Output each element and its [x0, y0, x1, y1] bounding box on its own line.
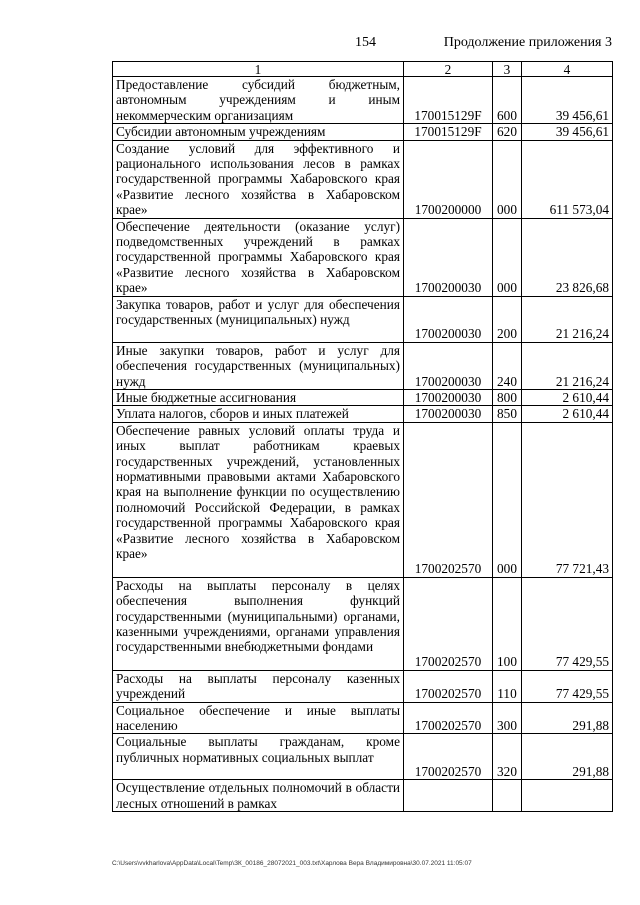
- row-amount-cell: 2 610,44: [522, 406, 613, 422]
- column-header-1: 1: [113, 62, 404, 77]
- column-header-4: 4: [522, 62, 613, 77]
- row-name-cell: Расходы на выплаты персоналу в целях обеспечения выполнения функций государственными (муниципальными) органами, казенными учреждениями, органами управления государственными внебюджетными фондами: [113, 577, 404, 670]
- row-code-cell: 1700202570: [404, 577, 493, 670]
- row-name-cell: Осуществление отдельных полномочий в области лесных отношений в рамках: [113, 780, 404, 812]
- row-vr-cell: 000: [493, 422, 522, 577]
- row-code-cell: 1700200030: [404, 218, 493, 296]
- table-row: [113, 342, 613, 389]
- table-row: [113, 577, 613, 670]
- row-amount-cell: 291,88: [522, 702, 613, 734]
- row-vr-cell: 000: [493, 218, 522, 296]
- row-name-cell: Социальные выплаты гражданам, кроме публичных нормативных социальных выплат: [113, 734, 404, 780]
- row-code-cell: 1700202570: [404, 670, 493, 702]
- table-row: [113, 218, 613, 296]
- row-amount-cell: 23 826,68: [522, 218, 613, 296]
- row-name-cell: Создание условий для эффективного и рационального использования лесов в рамках государственной программы Хабаровского края «Развитие лесного хозяйства в Хабаровском крае»: [113, 140, 404, 218]
- table-row: [113, 670, 613, 702]
- budget-table-body: [113, 62, 613, 812]
- row-name-cell: Уплата налогов, сборов и иных платежей: [113, 406, 404, 422]
- table-row: [113, 780, 613, 812]
- row-amount-cell: 77 429,55: [522, 670, 613, 702]
- table-row: [113, 124, 613, 140]
- page-number: 154: [355, 35, 376, 50]
- row-code-cell: 1700202570: [404, 702, 493, 734]
- table-row: [113, 77, 613, 124]
- row-vr-cell: [493, 780, 522, 812]
- row-name-cell: Обеспечение деятельности (оказание услуг) подведомственных учреждений в рамках государственной программы Хабаровского края «Развитие лесного хозяйства в Хабаровском крае»: [113, 218, 404, 296]
- column-header-2: 2: [404, 62, 493, 77]
- row-name-cell: Иные бюджетные ассигнования: [113, 389, 404, 405]
- row-vr-cell: 600: [493, 77, 522, 124]
- row-code-cell: 1700202570: [404, 734, 493, 780]
- table-row: [113, 702, 613, 734]
- file-path-footer: C:\Users\vvkharlova\AppData\Local\Temp\ЗК_00186_28072021_003.txt\Харлова Вера Владимировна\30.07.2021 11:05:07: [112, 860, 472, 867]
- row-code-cell: 1700200030: [404, 389, 493, 405]
- row-vr-cell: 800: [493, 389, 522, 405]
- row-vr-cell: 320: [493, 734, 522, 780]
- row-vr-cell: 300: [493, 702, 522, 734]
- row-vr-cell: 100: [493, 577, 522, 670]
- row-vr-cell: 240: [493, 342, 522, 389]
- table-row: [113, 140, 613, 218]
- table-row: [113, 389, 613, 405]
- row-code-cell: 1700200030: [404, 342, 493, 389]
- row-amount-cell: 39 456,61: [522, 77, 613, 124]
- row-name-cell: Социальное обеспечение и иные выплаты населению: [113, 702, 404, 734]
- row-code-cell: 170015129F: [404, 124, 493, 140]
- row-vr-cell: 620: [493, 124, 522, 140]
- table-row: [113, 296, 613, 342]
- row-name-cell: Закупка товаров, работ и услуг для обеспечения государственных (муниципальных) нужд: [113, 296, 404, 342]
- row-name-cell: Предоставление субсидий бюджетным, автономным учреждениям и иным некоммерческим организациям: [113, 77, 404, 124]
- column-number-row: [113, 62, 613, 77]
- row-amount-cell: 77 721,43: [522, 422, 613, 577]
- row-amount-cell: 77 429,55: [522, 577, 613, 670]
- row-name-cell: Обеспечение равных условий оплаты труда и иных выплат работникам краевых государственных учреждений, установленных нормативными правовыми актами Хабаровского края на выполнение функции по осуществлению полномочий Российской Федерации, в рамках государственной программы Хабаровского края «Развитие лесного хозяйства в Хабаровском крае»: [113, 422, 404, 577]
- row-code-cell: 1700200030: [404, 406, 493, 422]
- row-code-cell: 170015129F: [404, 77, 493, 124]
- row-amount-cell: 21 216,24: [522, 342, 613, 389]
- row-name-cell: Субсидии автономным учреждениям: [113, 124, 404, 140]
- page-header: [112, 35, 612, 55]
- row-amount-cell: [522, 780, 613, 812]
- row-amount-cell: 611 573,04: [522, 140, 613, 218]
- appendix-continuation-label: Продолжение приложения 3: [443, 35, 612, 50]
- column-header-3: 3: [493, 62, 522, 77]
- row-amount-cell: 21 216,24: [522, 296, 613, 342]
- row-code-cell: 1700200000: [404, 140, 493, 218]
- row-code-cell: [404, 780, 493, 812]
- row-vr-cell: 110: [493, 670, 522, 702]
- row-name-cell: Расходы на выплаты персоналу казенных учреждений: [113, 670, 404, 702]
- row-code-cell: 1700202570: [404, 422, 493, 577]
- row-vr-cell: 850: [493, 406, 522, 422]
- row-amount-cell: 291,88: [522, 734, 613, 780]
- table-row: [113, 734, 613, 780]
- budget-table: [112, 61, 613, 812]
- table-row: [113, 406, 613, 422]
- table-row: [113, 422, 613, 577]
- row-vr-cell: 000: [493, 140, 522, 218]
- row-amount-cell: 39 456,61: [522, 124, 613, 140]
- row-vr-cell: 200: [493, 296, 522, 342]
- row-code-cell: 1700200030: [404, 296, 493, 342]
- row-amount-cell: 2 610,44: [522, 389, 613, 405]
- row-name-cell: Иные закупки товаров, работ и услуг для обеспечения государственных (муниципальных) нужд: [113, 342, 404, 389]
